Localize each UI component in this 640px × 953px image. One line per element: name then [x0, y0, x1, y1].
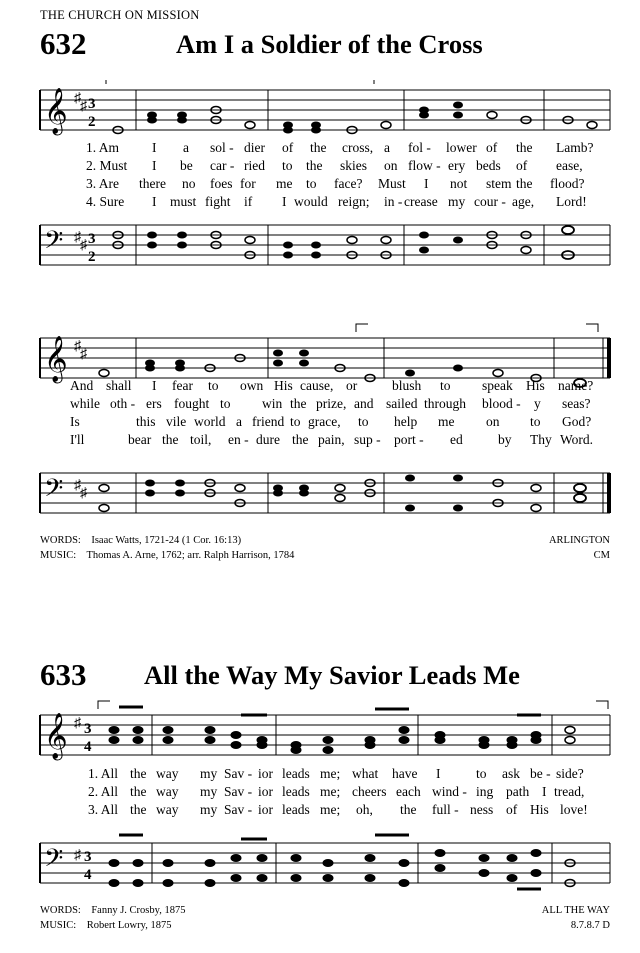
syllable: shall — [106, 378, 132, 393]
syllable: sol - — [210, 140, 234, 155]
syllable: I — [436, 766, 441, 781]
syllable: be - — [530, 766, 551, 781]
syllable: world — [194, 414, 226, 429]
syllable: pain, — [318, 432, 345, 447]
lyric-line — [0, 432, 640, 449]
syllable: friend — [252, 414, 285, 429]
syllable: each — [396, 784, 421, 799]
syllable: side? — [556, 766, 584, 781]
syllable: ness — [470, 802, 494, 817]
syllable: the — [400, 802, 417, 817]
syllable: ried — [244, 158, 265, 173]
treble-staff — [0, 695, 640, 765]
syllable: ease, — [556, 158, 583, 173]
syllable: His — [530, 802, 549, 817]
bass-staff — [0, 455, 640, 525]
svg-text:𝄞: 𝄞 — [44, 88, 68, 134]
syllable: and — [354, 396, 374, 411]
svg-text:3: 3 — [84, 849, 92, 865]
syllable: His — [274, 378, 293, 393]
svg-text:2: 2 — [88, 249, 96, 265]
lyric-line — [0, 766, 640, 783]
syllable: Must — [378, 176, 406, 191]
svg-text:♯: ♯ — [74, 339, 81, 354]
syllable: of — [516, 158, 528, 173]
syllable: to — [476, 766, 487, 781]
syllable: the — [290, 396, 307, 411]
syllable: through — [424, 396, 466, 411]
syllable: to — [306, 176, 317, 191]
svg-text:♯: ♯ — [80, 347, 87, 362]
music-credit — [40, 550, 294, 561]
syllable: to — [220, 396, 231, 411]
syllable: Sav - — [224, 766, 253, 781]
syllable: to — [208, 378, 219, 393]
syllable: my — [200, 802, 218, 817]
syllable: sup - — [354, 432, 381, 447]
syllable: 1. Am — [86, 140, 120, 155]
syllable: cour - — [474, 194, 506, 209]
hymn-number-633: 633 — [40, 657, 87, 692]
syllable: seas? — [562, 396, 591, 411]
syllable: to — [530, 414, 541, 429]
syllable: the — [130, 766, 147, 781]
syllable: Sav - — [224, 802, 253, 817]
syllable: me; — [320, 766, 341, 781]
syllable: cross, — [342, 140, 374, 155]
syllable: tread, — [554, 784, 585, 799]
lyric-line — [0, 378, 640, 395]
svg-text:♯: ♯ — [74, 848, 81, 863]
syllable: on — [486, 414, 500, 429]
svg-text:3: 3 — [88, 231, 96, 247]
syllable: speak — [482, 378, 513, 393]
syllable: my — [200, 766, 218, 781]
tune-name: ALL THE WAY — [541, 905, 610, 916]
syllable: ery — [448, 158, 466, 173]
words-credit — [40, 905, 185, 916]
syllable: dier — [244, 140, 265, 155]
svg-text:♯: ♯ — [74, 716, 81, 731]
syllable: must — [170, 194, 197, 209]
syllable: ask — [502, 766, 520, 781]
syllable: ior — [258, 784, 273, 799]
syllable: leads — [282, 784, 310, 799]
syllable: blush — [392, 378, 422, 393]
syllable: me — [276, 176, 293, 191]
syllable: foes — [210, 176, 233, 191]
syllable: for — [240, 176, 256, 191]
syllable: ior — [258, 802, 273, 817]
lyric-line — [0, 140, 640, 157]
svg-text:3: 3 — [84, 721, 92, 737]
syllable: wind - — [432, 784, 467, 799]
syllable: while — [70, 396, 100, 411]
svg-text:𝄞: 𝄞 — [44, 336, 68, 382]
music-label: MUSIC: — [40, 920, 77, 931]
syllable: Sav - — [224, 784, 253, 799]
syllable: His — [526, 378, 545, 393]
syllable: cheers — [352, 784, 387, 799]
syllable: bear — [128, 432, 152, 447]
syllable: skies — [340, 158, 367, 173]
bass-staff — [0, 825, 640, 895]
syllable: full - — [432, 802, 459, 817]
syllable: 4. Sure — [86, 194, 125, 209]
syllable: there — [139, 176, 166, 191]
music-credit — [40, 920, 171, 931]
syllable: I — [152, 158, 157, 173]
syllable: reign; — [338, 194, 370, 209]
syllable: age, — [512, 194, 535, 209]
svg-text:𝄢: 𝄢 — [44, 474, 64, 509]
syllable: have — [392, 766, 418, 781]
syllable: my — [448, 194, 466, 209]
syllable: to — [440, 378, 451, 393]
syllable: port - — [394, 432, 424, 447]
music-composer: Robert Lowry, 1875 — [86, 920, 172, 931]
syllable: I — [282, 194, 287, 209]
syllable: fought — [174, 396, 210, 411]
section-heading: THE CHURCH ON MISSION — [40, 8, 200, 22]
syllable: the — [292, 432, 309, 447]
syllable: a — [183, 140, 189, 155]
syllable: me; — [320, 802, 341, 817]
syllable: Word. — [560, 432, 594, 447]
words-credit — [40, 535, 241, 546]
syllable: leads — [282, 802, 310, 817]
words-label: WORDS: — [40, 535, 81, 546]
music-composer: Thomas A. Arne, 1762; arr. Ralph Harrison, 1784 — [86, 550, 295, 561]
syllable: to — [282, 158, 293, 173]
syllable: I — [152, 140, 157, 155]
bass-staff — [0, 215, 640, 275]
syllable: name? — [558, 378, 594, 393]
syllable: way — [156, 766, 179, 781]
svg-text:4: 4 — [84, 739, 92, 755]
syllable: Thy — [530, 432, 552, 447]
lyric-line — [0, 194, 640, 211]
syllable: would — [294, 194, 328, 209]
syllable: way — [156, 784, 179, 799]
svg-text:3: 3 — [88, 96, 96, 112]
syllable: car - — [210, 158, 235, 173]
svg-text:𝄞: 𝄞 — [44, 713, 68, 759]
hymn-title-633: All the Way My Savior Leads Me — [144, 660, 520, 690]
syllable: 2. All — [88, 784, 119, 799]
syllable: to — [290, 414, 301, 429]
svg-text:𝄢: 𝄢 — [44, 226, 64, 261]
syllable: Is — [70, 414, 80, 429]
svg-text:4: 4 — [84, 867, 92, 883]
syllable: to — [358, 414, 369, 429]
syllable: fear — [172, 378, 193, 393]
syllable: the — [130, 802, 147, 817]
syllable: of — [282, 140, 294, 155]
syllable: sailed — [386, 396, 418, 411]
syllable: lower — [446, 140, 477, 155]
svg-text:♯: ♯ — [80, 486, 87, 501]
syllable: the — [130, 784, 147, 799]
syllable: fol - — [408, 140, 431, 155]
meter: CM — [593, 550, 610, 561]
syllable: help — [394, 414, 418, 429]
syllable: ers — [146, 396, 162, 411]
hymn-number-632: 632 — [40, 26, 87, 61]
syllable: y — [534, 396, 541, 411]
syllable: en - — [228, 432, 249, 447]
syllable: own — [240, 378, 264, 393]
syllable: I — [152, 378, 157, 393]
svg-text:♯: ♯ — [80, 238, 87, 253]
syllable: me — [438, 414, 455, 429]
svg-text:𝄢: 𝄢 — [44, 844, 64, 879]
syllable: ing — [476, 784, 494, 799]
lyric-line — [0, 396, 640, 413]
syllable: love! — [560, 802, 588, 817]
syllable: Lord! — [556, 194, 587, 209]
syllable: a — [384, 140, 390, 155]
syllable: 3. Are — [86, 176, 119, 191]
syllable: if — [244, 194, 253, 209]
lyric-line — [0, 802, 640, 819]
syllable: blood - — [482, 396, 521, 411]
syllable: flood? — [550, 176, 585, 191]
syllable: 3. All — [88, 802, 119, 817]
syllable: path — [506, 784, 530, 799]
syllable: vile — [166, 414, 187, 429]
lyric-line — [0, 784, 640, 801]
syllable: oth - — [110, 396, 136, 411]
syllable: cause, — [300, 378, 334, 393]
syllable: toil, — [190, 432, 212, 447]
syllable: crease — [404, 194, 438, 209]
syllable: what — [352, 766, 379, 781]
syllable: oh, — [356, 802, 373, 817]
music-label: MUSIC: — [40, 550, 77, 561]
hymn-title-632: Am I a Soldier of the Cross — [176, 29, 483, 59]
syllable: grace, — [308, 414, 341, 429]
meter: 8.7.8.7 D — [570, 920, 610, 931]
syllable: I'll — [70, 432, 85, 447]
lyric-line — [0, 414, 640, 431]
syllable: face? — [334, 176, 363, 191]
syllable: be — [180, 158, 193, 173]
words-label: WORDS: — [40, 905, 81, 916]
lyric-line — [0, 158, 640, 175]
syllable: the — [516, 140, 533, 155]
syllable: fight — [205, 194, 231, 209]
svg-text:♯: ♯ — [80, 99, 87, 114]
syllable: me; — [320, 784, 341, 799]
syllable: 1. All — [88, 766, 119, 781]
syllable: in - — [384, 194, 403, 209]
syllable: ior — [258, 766, 273, 781]
syllable: or — [346, 378, 358, 393]
syllable: of — [486, 140, 498, 155]
syllable: prize, — [316, 396, 347, 411]
syllable: on — [384, 158, 398, 173]
syllable: 2. Must — [86, 158, 128, 173]
syllable: this — [136, 414, 156, 429]
syllable: dure — [256, 432, 280, 447]
syllable: the — [310, 140, 327, 155]
syllable: I — [542, 784, 547, 799]
words-author: Isaac Watts, 1721-24 (1 Cor. 16:13) — [91, 535, 242, 546]
svg-text:♯: ♯ — [74, 91, 81, 106]
syllable: by — [498, 432, 512, 447]
syllable: I — [424, 176, 429, 191]
syllable: beds — [476, 158, 501, 173]
syllable: And — [70, 378, 94, 393]
syllable: flow - — [408, 158, 441, 173]
syllable: win — [262, 396, 283, 411]
syllable: a — [236, 414, 242, 429]
syllable: stem — [486, 176, 512, 191]
tune-name: ARLINGTON — [548, 535, 610, 546]
syllable: the — [162, 432, 179, 447]
svg-text:♯: ♯ — [74, 230, 81, 245]
svg-text:2: 2 — [88, 114, 96, 130]
syllable: I — [152, 194, 157, 209]
syllable: leads — [282, 766, 310, 781]
syllable: the — [516, 176, 533, 191]
syllable: the — [306, 158, 323, 173]
words-author: Fanny J. Crosby, 1875 — [91, 905, 186, 916]
syllable: no — [182, 176, 196, 191]
svg-text:♯: ♯ — [74, 478, 81, 493]
syllable: of — [506, 802, 518, 817]
syllable: ed — [450, 432, 463, 447]
syllable: my — [200, 784, 218, 799]
syllable: not — [450, 176, 468, 191]
syllable: way — [156, 802, 179, 817]
syllable: Lamb? — [556, 140, 594, 155]
syllable: God? — [562, 414, 592, 429]
lyric-line — [0, 176, 640, 193]
